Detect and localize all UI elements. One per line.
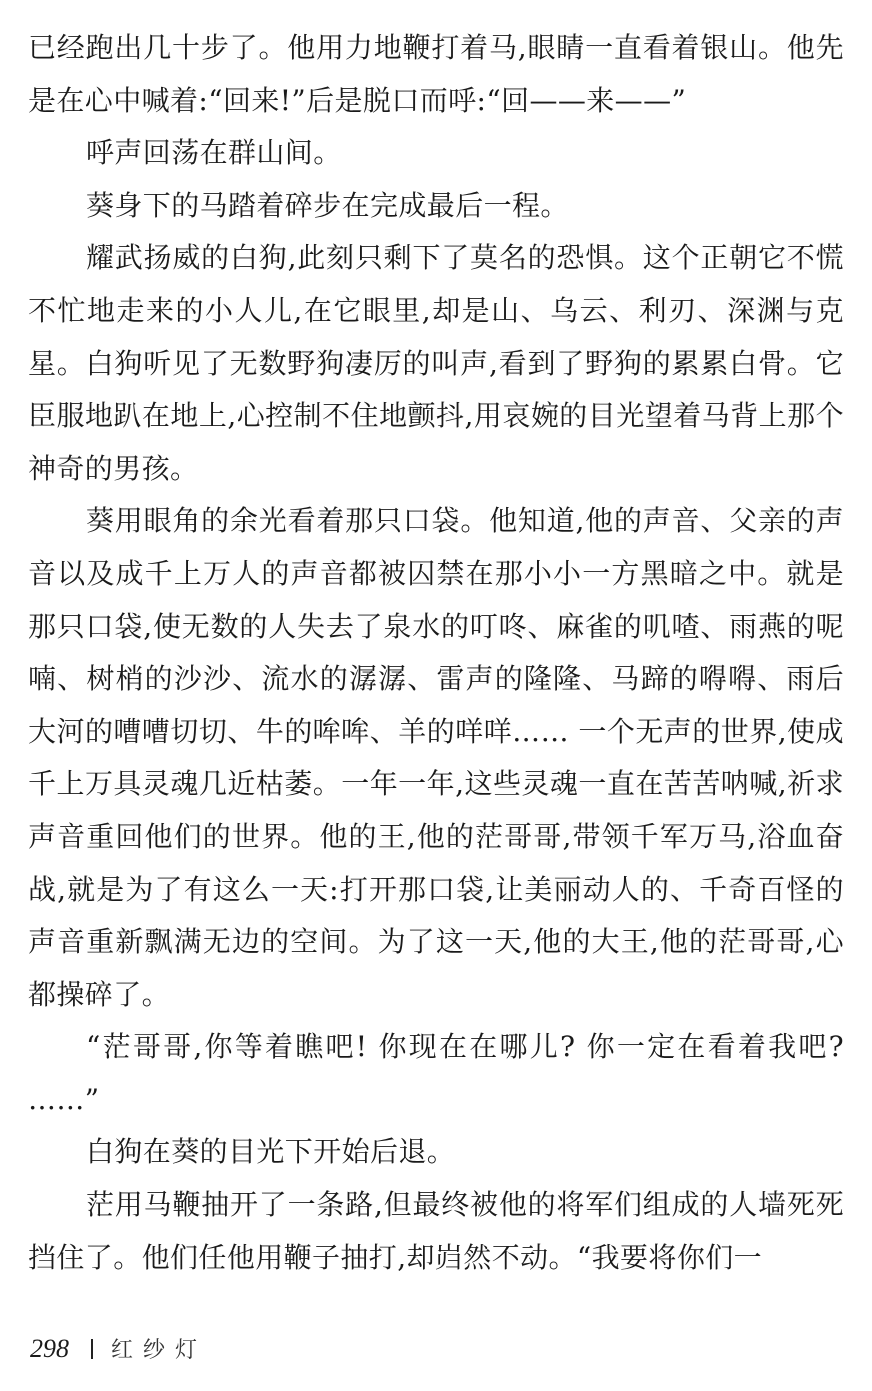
paragraph-5: 葵用眼角的余光看着那只口袋。他知道,他的声音、父亲的声音以及成千上万人的声音都被囚禁在那小小一方黑暗之中。就是那只口袋,使无数的人失去了泉水的叮咚、麻雀的叽喳、雨燕的呢喃、树梢的沙沙、流水的潺潺、雷声的隆隆、马蹄的嘚嘚、雨后大河的嘈嘈切切、牛的哞哞、羊的咩咩…… 一个无声的世界,使成千上万具灵魂几近枯萎。一年一年,这些灵魂一直在苦苦呐喊,祈求声音重回他们的世界。他的王,他的茫哥哥,带领千军万马,浴血奋战,就是为了有这么一天:打开那口袋,让美丽动人的、千奇百怪的声音重新飘满无边的空间。为了这一天,他的大王,他的茫哥哥,心都操碎了。 [28,504,844,1011]
paragraph-7: 白狗在葵的目光下开始后退。 [86,1135,456,1169]
paragraph-2: 呼声回荡在群山间。 [86,136,342,170]
footer-divider [91,1339,93,1359]
paragraph-4: 耀武扬威的白狗,此刻只剩下了莫名的恐惧。这个正朝它不慌不忙地走来的小人儿,在它眼里,却是山、乌云、利刃、深渊与克星。白狗听见了无数野狗凄厉的叫声,看到了野狗的累累白骨。它臣服地趴在地上,心控制不住地颤抖,用哀婉的目光望着马背上那个神奇的男孩。 [28,241,844,485]
page-number: 298 [30,1333,69,1363]
running-title: 红纱灯 [111,1337,208,1362]
page-body [28,22,844,1284]
paragraph-6: “茫哥哥,你等着瞧吧! 你现在在哪儿? 你一定在看着我吧? ……” [28,1030,844,1116]
paragraph-8: 茫用马鞭抽开了一条路,但最终被他的将军们组成的人墙死死挡住了。他们任他用鞭子抽打,却岿然不动。“我要将你们一 [28,1188,844,1274]
paragraph-3: 葵身下的马踏着碎步在完成最后一程。 [86,188,569,222]
page-footer [30,1333,207,1364]
paragraph-1: 已经跑出几十步了。他用力地鞭打着马,眼睛一直看着银山。他先是在心中喊着:“回来!”后是脱口而呼:“回——来——” [28,31,844,117]
